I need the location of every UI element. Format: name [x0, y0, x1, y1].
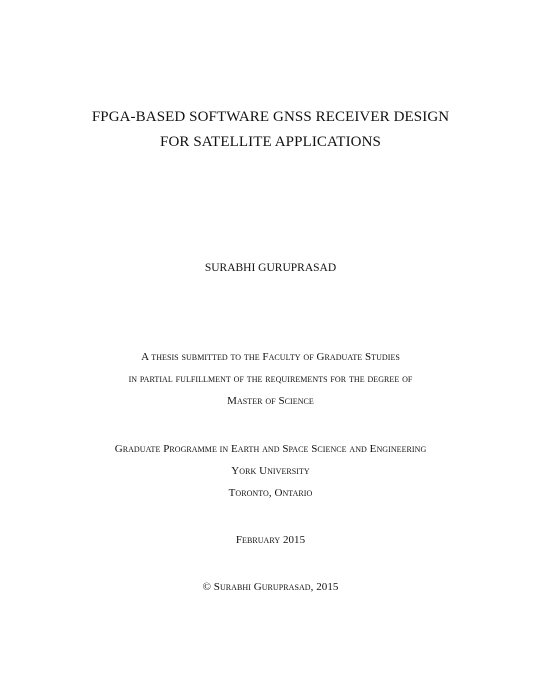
university-location: Toronto, Ontario [228, 487, 313, 499]
programme-name: Graduate Programme in Earth and Space Science and Engineering [114, 443, 427, 455]
degree-name: Master of Science [227, 395, 314, 407]
submission-date: February 2015 [235, 534, 306, 546]
submission-statement-line-1: A thesis submitted to the Faculty of Graduate Studies [141, 351, 400, 363]
author-name: SURABHI GURUPRASAD [204, 262, 337, 274]
university-name: York University [231, 465, 310, 477]
submission-statement-line-2: in partial fulfillment of the requirements for the degree of [128, 373, 413, 385]
copyright-notice: © Surabhi Guruprasad, 2015 [202, 581, 339, 593]
thesis-title-line-1: FPGA-BASED SOFTWARE GNSS RECEIVER DESIGN [91, 109, 450, 125]
thesis-title-line-2: FOR SATELLITE APPLICATIONS [160, 134, 381, 150]
